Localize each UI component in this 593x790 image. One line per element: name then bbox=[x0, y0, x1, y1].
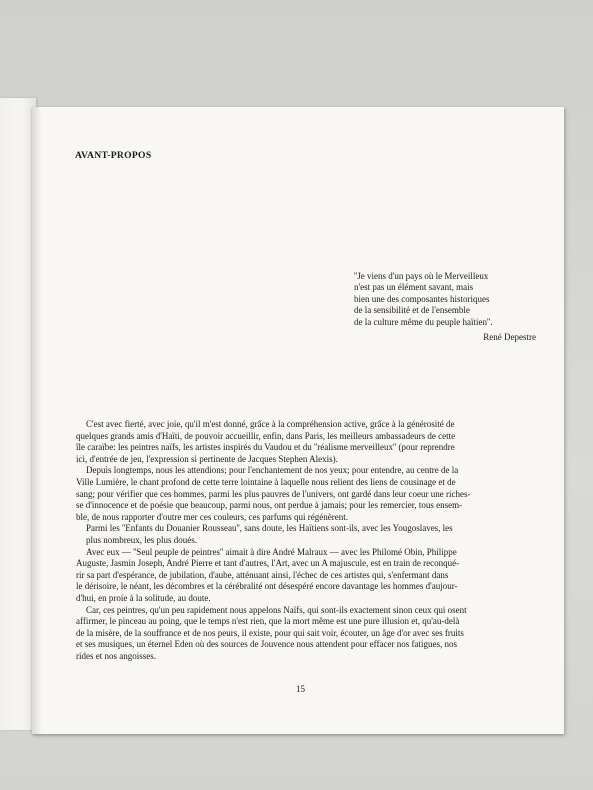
text-line: Avec eux — ''Seul peuple de peintres'' aimait à dire André Malraux — avec les Philomé Obin, Philippe bbox=[86, 546, 457, 557]
text-line: sang; pour vérifier que ces hommes, parmi les plus pauvres de l'univers, ont gardé dans leur coeur une riches- bbox=[76, 488, 471, 499]
text-line: de la misère, de la souffrance et de nos peurs, il existe, pour qui sait voir, écouter, un âge d'or avec ses fruits bbox=[76, 627, 464, 638]
text-line: quelques grands amis d'Haïti, de pouvoir accueillir, enfin, dans Paris, les meilleurs ambassadeurs de cette bbox=[76, 430, 456, 441]
epigraph-line: bien une des composantes historiques bbox=[354, 293, 490, 304]
text-line: ici, d'entrée de jeu, l'expression si pertinente de Jacques Stephen Alexis). bbox=[76, 453, 338, 464]
text-line: plus nombreux, les plus doués. bbox=[86, 534, 197, 545]
text-line: ble, de nous rapporter d'outre mer ces couleurs, ces parfums qui régénèrent. bbox=[76, 511, 349, 522]
text-line: île caraïbe: les peintres naïfs, les artistes inspirés du Vaudou et du ''réalisme merveilleux'' (pour reprendre bbox=[76, 442, 455, 453]
text-line: d'hui, en proie à la solitude, au doute. bbox=[76, 592, 211, 603]
epigraph-line: de la sensibilité et de l'ensemble bbox=[354, 305, 470, 316]
text-line: Ville Lumière, le chant profond de cette terre lointaine à laquelle nous relient des liens de cousinage et de bbox=[76, 476, 456, 487]
epigraph-author: René Depestre bbox=[483, 332, 536, 343]
text-line: se d'innocence et de poésie que beaucoup, parmi nous, ont perdue à jamais; pour les remercier, tous ensem- bbox=[76, 500, 463, 511]
book-page bbox=[32, 107, 564, 734]
text-line: le dérisoire, le néant, les décombres et la cérébralité ont désespéré encore davantage les hommes d'aujour- bbox=[76, 581, 458, 592]
epigraph-line: n'est pas un élément savant, mais bbox=[354, 282, 474, 293]
epigraph-line: de la culture même du peuple haïtien''. bbox=[354, 316, 493, 327]
section-heading: AVANT-PROPOS bbox=[75, 150, 152, 161]
text-line: Car, ces peintres, qu'un peu rapidement nous appelons Naïfs, qui sont-ils exactement sinon ceux qui osent bbox=[86, 604, 467, 615]
text-line: rir sa part d'espérance, de jubilation, d'aube, atténuant ainsi, l'échec de ces artistes qui, s'enfermant dans bbox=[76, 569, 449, 580]
text-line: et ses musiques, un éternel Eden où des sources de Jouvence nous attendent pour effacer nos fatigues, nos bbox=[76, 639, 457, 650]
text-line: rides et nos angoisses. bbox=[76, 650, 156, 661]
text-line: Auguste, Jasmin Joseph, André Pierre et tant d'autres, l'Art, avec un A majuscule, est en train de reconqué- bbox=[76, 558, 460, 569]
facing-page-edge bbox=[0, 98, 36, 730]
text-line: affirmer, le pinceau au poing, que le temps n'est rien, que la mort même est une pure illusion et, qu'au-delà bbox=[76, 616, 460, 627]
text-line: C'est avec fierté, avec joie, qu'il m'est donné, grâce à la compréhension active, grâce à la générosité de bbox=[86, 419, 455, 429]
page-gutter-shadow bbox=[32, 107, 42, 734]
epigraph-line: ''Je viens d'un pays où le Merveilleux bbox=[354, 271, 489, 281]
body-text bbox=[76, 419, 533, 662]
text-line: Depuis longtemps, nous les attendions; pour l'enchantement de nos yeux; pour entendre, au centre de la bbox=[86, 465, 459, 476]
text-line: Parmi les ''Enfants du Douanier Rousseau'', sans doute, les Haïtiens sont-ils, avec les Yougoslaves, les bbox=[86, 523, 453, 534]
page-number: 15 bbox=[296, 684, 305, 694]
epigraph-quote bbox=[354, 271, 550, 343]
